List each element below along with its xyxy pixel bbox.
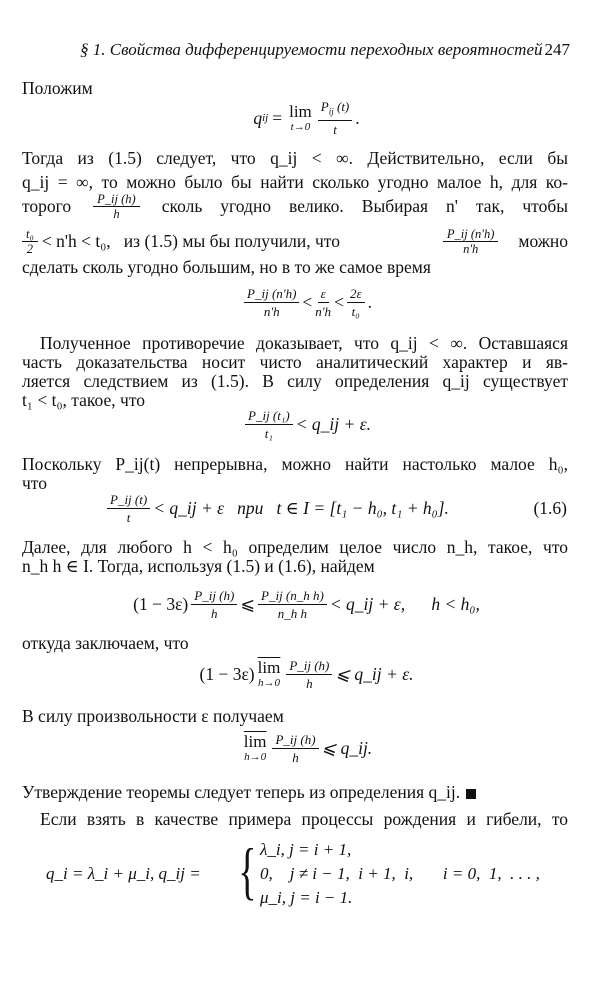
frac-num: ε bbox=[318, 286, 329, 303]
frac-num: P bbox=[320, 98, 329, 114]
inline-fraction bbox=[93, 192, 140, 221]
lim-word: lim bbox=[289, 102, 312, 121]
eq-end: . bbox=[355, 107, 360, 128]
qed-square-icon bbox=[466, 789, 476, 799]
text-line-with-fraction bbox=[22, 224, 568, 258]
frac-num-arg: (t) bbox=[336, 98, 350, 114]
text-line-with-fraction bbox=[22, 190, 568, 222]
theorem-conclusion-line bbox=[22, 782, 568, 802]
text-line: t₁ < t₀, такое, что bbox=[22, 390, 145, 410]
equation-bound bbox=[0, 402, 613, 446]
running-header bbox=[70, 40, 570, 62]
frac-num: P_ij (n'h) bbox=[244, 286, 299, 303]
eq-op: < bbox=[334, 291, 344, 312]
eq-lhs: (1 − 3ε) bbox=[199, 663, 255, 684]
page-number: 247 bbox=[544, 40, 570, 59]
text-line: откуда заключаем, что bbox=[22, 633, 189, 653]
text-line: часть доказательства носит чисто аналитический характер и яв- bbox=[22, 352, 568, 372]
eq-rhs: ⩽ q_ij. bbox=[321, 737, 373, 758]
eq-rhs: < q_ij + ε. bbox=[295, 413, 371, 434]
lim-sub: h→0 bbox=[257, 677, 280, 689]
fraction bbox=[318, 99, 353, 138]
frac-num: P_ij (h) bbox=[93, 192, 140, 207]
frac-num: t₀ bbox=[22, 227, 38, 242]
text-line: Тогда из (1.5) следует, что q_ij < ∞. Действительно, если бы bbox=[22, 148, 568, 168]
frac-den: h bbox=[211, 605, 218, 621]
fraction bbox=[258, 588, 327, 621]
cases-row: λ_i, j = i + 1, bbox=[260, 840, 352, 859]
frac-den: h bbox=[292, 749, 299, 765]
frac-den: t₀ bbox=[351, 303, 360, 319]
equation-cases bbox=[46, 835, 566, 912]
eq-rhs: < q_ij + ε при t ∈ I = [t₁ − h₀, t₁ + h₀]. bbox=[153, 497, 449, 518]
frac-den: h bbox=[113, 206, 120, 221]
eq-rhs: ⩽ q_ij + ε. bbox=[335, 663, 414, 684]
text-fragment: < n'h < t₀, из (1.5) мы бы получили, что bbox=[41, 231, 340, 251]
fraction bbox=[244, 286, 299, 319]
text-fragment: Утверждение теоремы следует теперь из определения q_ij. bbox=[22, 782, 461, 802]
frac-num: 2ε bbox=[347, 286, 365, 303]
limit-operator bbox=[289, 103, 312, 133]
frac-den: t bbox=[126, 509, 131, 525]
equation-q-def bbox=[0, 96, 613, 140]
text-line: q_ij = ∞, то можно было бы найти сколько угодно малое h, для ко- bbox=[22, 172, 568, 192]
frac-num: P_ij (h) bbox=[191, 588, 237, 605]
cases-lhs: q_i = λ_i + μ_i, q_ij = bbox=[46, 864, 201, 883]
fraction bbox=[107, 492, 150, 525]
text-line: ляется следствием из (1.5). В силу определения q_ij существует bbox=[22, 371, 568, 391]
frac-den: h bbox=[306, 675, 313, 691]
text-line: что bbox=[22, 473, 47, 493]
lim-sub: t→0 bbox=[290, 121, 311, 133]
text-fragment: сколь угодно велико. Выбирая n' так, чтобы bbox=[161, 196, 568, 216]
frac-den: n_h h bbox=[277, 605, 308, 621]
limsup-operator bbox=[258, 659, 281, 689]
text-line: Если взять в качестве примера процессы рождения и гибели, то bbox=[40, 809, 568, 829]
frac-den: n'h bbox=[463, 241, 479, 256]
equation-1-6 bbox=[0, 486, 613, 530]
lim-word: $\overline{lim}$ bbox=[243, 732, 267, 751]
equation-final bbox=[0, 726, 613, 770]
fraction bbox=[191, 588, 237, 621]
fraction bbox=[315, 286, 331, 319]
text-line: n_h h ∈ I. Тогда, используя (1.5) и (1.6), найдем bbox=[22, 556, 375, 576]
frac-num: P_ij (n_h h) bbox=[258, 588, 327, 605]
frac-num: P_ij (n'h) bbox=[443, 227, 498, 242]
eq-lhs: (1 − 3ε) bbox=[133, 593, 189, 614]
equation-inequality bbox=[0, 280, 613, 324]
text-fragment: можно bbox=[518, 231, 568, 251]
frac-num: P_ij (t) bbox=[107, 492, 150, 509]
text-line: Положим bbox=[22, 78, 93, 98]
fraction bbox=[245, 408, 293, 441]
fraction bbox=[347, 286, 365, 319]
frac-num-sub: ij bbox=[328, 106, 334, 117]
frac-num: P_ij (h) bbox=[272, 732, 318, 749]
eq-end: . bbox=[367, 291, 372, 312]
inline-fraction bbox=[443, 227, 498, 256]
frac-den: n'h bbox=[263, 303, 280, 319]
equation-number: (1.6) bbox=[533, 497, 567, 518]
frac-den: n'h bbox=[315, 303, 332, 319]
text-line: Далее, для любого h < h₀ определим целое число n_h, такое, что bbox=[22, 537, 568, 557]
left-brace-icon: { bbox=[238, 835, 257, 906]
eq-op: < bbox=[302, 291, 313, 312]
eq-sign: = bbox=[272, 107, 283, 128]
text-line: Полученное противоречие доказывает, что q_ij < ∞. Оставшаяся bbox=[40, 333, 568, 353]
eq-op: ⩽ bbox=[240, 593, 256, 614]
text-line: сделать сколь угодно большим, но в то же самое время bbox=[22, 257, 431, 277]
lim-word: $\overline{lim}$ bbox=[257, 658, 281, 677]
frac-num: P_ij (t₁) bbox=[245, 408, 293, 425]
running-title: § 1. Свойства дифференцируемости переходных вероятностей bbox=[80, 40, 543, 59]
limsup-operator bbox=[244, 733, 267, 763]
lim-sub: h→0 bbox=[244, 751, 267, 763]
eq-lhs: q bbox=[253, 107, 263, 128]
equation-limsup bbox=[0, 652, 613, 696]
frac-num: P_ij (h) bbox=[286, 658, 332, 675]
text-line: В силу произвольности ε получаем bbox=[22, 706, 284, 726]
eq-rhs: < q_ij + ε, h < h₀, bbox=[329, 593, 480, 614]
text-line: Поскольку P_ij(t) непрерывна, можно найти настолько малое h₀, bbox=[22, 454, 568, 474]
eq-lhs-sub: ij bbox=[262, 112, 269, 124]
fraction bbox=[286, 658, 332, 691]
text-fragment: торого bbox=[22, 196, 72, 216]
equation-estimate bbox=[0, 582, 613, 626]
inline-fraction bbox=[22, 227, 38, 256]
frac-den: t bbox=[333, 122, 337, 138]
frac-den: 2 bbox=[26, 241, 34, 256]
frac-den: t₁ bbox=[264, 425, 273, 441]
cases-row: μ_i, j = i − 1. bbox=[260, 888, 353, 907]
fraction bbox=[272, 732, 318, 765]
cases-row: 0, j ≠ i − 1, i + 1, i, i = 0, 1, . . . , bbox=[260, 864, 540, 883]
